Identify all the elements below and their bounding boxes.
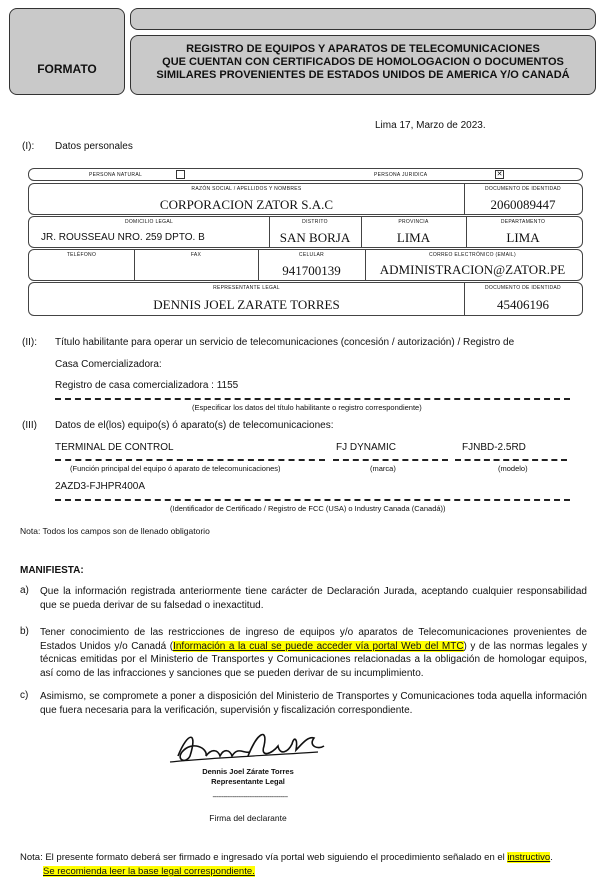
section-2-line-1: Título habilitante para operar un servicio de telecomunicaciones (concesión / autorización) / Registro de <box>55 337 515 348</box>
manifiesta-b-letter: b) <box>20 626 29 637</box>
razon-social-label: RAZÓN SOCIAL / APELLIDOS Y NOMBRES <box>191 186 302 192</box>
representante-divider <box>464 283 465 315</box>
equipo-funcion-value: TERMINAL DE CONTROL <box>55 442 174 453</box>
funcion-dashed-line <box>55 459 325 461</box>
correo-value: ADMINISTRACION@ZATOR.PE <box>379 262 566 277</box>
manifiesta-b-text <box>40 626 587 680</box>
section-1-number: (I): <box>22 141 35 152</box>
signatory-name: Dennis Joel Zárate Torres <box>202 767 294 776</box>
modelo-caption: (modelo) <box>498 464 528 473</box>
provincia-label: PROVINCIA <box>398 219 429 225</box>
domicilio-row <box>28 216 583 248</box>
correo-label: CORREO ELECTRÓNICO (EMAIL) <box>429 252 516 258</box>
celular-label: CELULAR <box>298 252 325 258</box>
departamento-label: DEPARTAMENTO <box>500 219 546 225</box>
representante-doc-label: DOCUMENTO DE IDENTIDAD <box>485 285 561 291</box>
contact-row <box>28 249 583 281</box>
instructivo-link[interactable]: instructivo <box>507 852 551 863</box>
note-instructivo <box>20 852 553 863</box>
section-1-title: Datos personales <box>55 141 133 152</box>
section-2-value: Registro de casa comercializadora : 1155 <box>55 380 239 391</box>
signature-label: Firma del declarante <box>209 813 287 823</box>
header-title-line-1: REGISTRO DE EQUIPOS Y APARATOS DE TELECOMUNICACIONES <box>186 43 540 55</box>
document-date: Lima 17, Marzo de 2023. <box>375 120 486 131</box>
section-3-title: Datos de el(los) equipo(s) ó aparato(s) de telecomunicaciones: <box>55 420 334 431</box>
signature-line: ----------------------------------------- <box>212 794 288 801</box>
razon-social-doc-value: 2060089447 <box>490 197 556 212</box>
marca-dashed-line <box>333 459 448 461</box>
persona-juridica-checkbox[interactable]: ✕ <box>496 171 503 178</box>
header-top-bar <box>130 8 596 30</box>
handwritten-signature <box>168 726 328 768</box>
telefono-label: TELÉFONO <box>66 252 97 258</box>
certificado-caption: (Identificador de Certificado / Registro de FCC (USA) o Industry Canada (Canadá)) <box>170 504 446 513</box>
representante-row <box>28 282 583 316</box>
persona-type-row <box>28 168 583 181</box>
representante-label: REPRESENTANTE LEGAL <box>213 285 280 291</box>
header-title-line-3: SIMILARES PROVENIENTES DE ESTADOS UNIDOS DE AMERICA Y/O CANADÁ <box>156 69 570 81</box>
section-2-dashed-line <box>55 398 570 400</box>
provincia-value: LIMA <box>396 230 431 245</box>
razon-social-value: CORPORACION ZATOR S.A.C <box>159 197 334 212</box>
persona-natural-checkbox[interactable] <box>176 170 185 179</box>
manifiesta-c-text: Asimismo, se compromete a poner a disposición del Ministerio de Transportes y Comunicaciones toda aquella información que fuera necesaria para la verificación, supervisión y fiscalización correspondiente. <box>40 691 587 716</box>
note-obligatorio: Nota: Todos los campos son de llenado obligatorio <box>20 526 210 536</box>
distrito-value: SAN BORJA <box>279 230 351 245</box>
equipo-modelo-value: FJNBD-2.5RD <box>462 442 526 453</box>
section-2-number: (II): <box>22 337 37 348</box>
razon-social-doc-label: DOCUMENTO DE IDENTIDAD <box>485 186 561 192</box>
formato-label: FORMATO <box>37 62 97 76</box>
representante-doc-value: 45406196 <box>497 297 549 312</box>
base-legal-link[interactable]: Se recomienda leer la base legal correspondiente. <box>43 866 255 877</box>
manifiesta-b-text-1: Tener conocimiento de las restricciones de ingreso de equipos y/o aparatos de Telecomunicaciones provenientes de Estados Unidos y/o Canadá ( <box>40 627 587 652</box>
section-3-number: (III) <box>22 420 37 431</box>
header-title-box <box>130 35 596 95</box>
formato-box <box>9 8 125 95</box>
representante-value: DENNIS JOEL ZARATE TORRES <box>153 297 340 312</box>
signatory-role: Representante Legal <box>211 777 285 786</box>
manifiesta-c-letter: c) <box>20 690 29 701</box>
manifiesta-a-letter: a) <box>20 585 29 596</box>
equipo-marca-value: FJ DYNAMIC <box>336 442 396 453</box>
note-instructivo-suffix: . <box>550 852 553 863</box>
note-instructivo-prefix: Nota: El presente formato deberá ser firmado e ingresado vía portal web siguiendo el procedimiento señalado en el <box>20 852 508 863</box>
mtc-portal-link[interactable]: Información a la cual se puede acceder vía portal Web del MTC <box>173 640 464 652</box>
persona-natural-label: PERSONA NATURAL <box>89 172 143 178</box>
razon-social-divider <box>464 184 465 214</box>
manifiesta-a-text: Que la información registrada anteriormente tiene carácter de Declaración Jurada, aceptando cualquier responsabilidad que se pueda derivar de su falsedad o inexactitud. <box>40 586 587 611</box>
manifiesta-title: MANIFIESTA: <box>20 565 84 576</box>
certificado-dashed-line <box>55 499 570 501</box>
marca-caption: (marca) <box>370 464 396 473</box>
personal-data-form <box>28 168 584 318</box>
domicilio-label: DOMICILIO LEGAL <box>124 219 174 225</box>
manifiesta-b-text-2: ) y de las normas legales y técnicas emitidas por el Ministerio de Transportes y Comunicaciones relacionadas a la obligación de homologar equipos, así como de las infracciones y sanciones que se pueden derivar de su incumplimiento. <box>40 640 587 679</box>
section-2-caption: (Especificar los datos del título habilitante o registro correspondiente) <box>192 403 422 412</box>
note-base-legal-link[interactable] <box>43 866 255 877</box>
departamento-value: LIMA <box>506 230 540 245</box>
razon-social-row <box>28 183 583 215</box>
persona-juridica-label: PERSONA JURIDICA <box>374 172 428 178</box>
modelo-dashed-line <box>455 459 567 461</box>
header-title-line-2: QUE CUENTAN CON CERTIFICADOS DE HOMOLOGACION O DOCUMENTOS <box>162 56 564 68</box>
certificado-value: 2AZD3-FJHPR400A <box>55 481 146 492</box>
distrito-label: DISTRITO <box>302 219 328 225</box>
section-2-line-2: Casa Comercializadora: <box>55 359 162 370</box>
domicilio-value: JR. ROUSSEAU NRO. 259 DPTO. B <box>41 232 205 243</box>
celular-value: 941700139 <box>282 263 341 278</box>
funcion-caption: (Función principal del equipo ó aparato de telecomunicaciones) <box>70 464 281 473</box>
fax-label: FAX <box>190 252 202 258</box>
